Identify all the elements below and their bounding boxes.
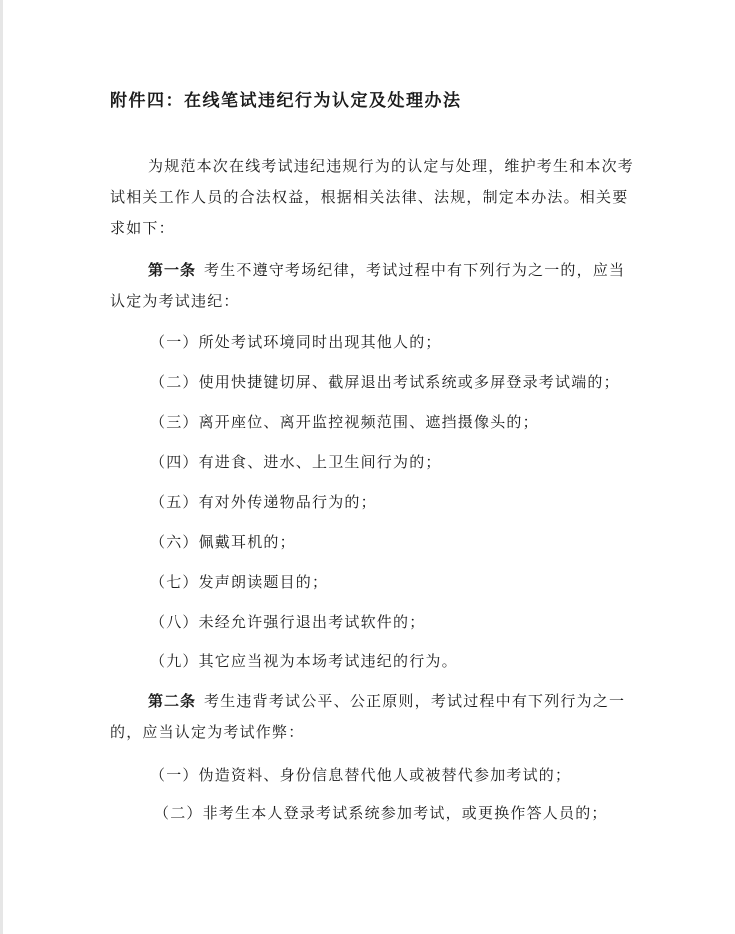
article-1-item-5: （五）有对外传递物品行为的； xyxy=(150,493,377,511)
article-1-item-8: （八）未经允许强行退出考试软件的； xyxy=(150,613,426,631)
article-1-text: 考生不遵守考场纪律，考试过程中有下列行为之一的，应当认定为考试违纪： xyxy=(110,261,626,310)
article-1-item-7: （七）发声朗读题目的； xyxy=(150,573,329,591)
article-2-heading: 第二条 xyxy=(148,692,197,710)
article-2-text: 考生违背考试公平、公正原则，考试过程中有下列行为之一的，应当认定为考试作弊： xyxy=(110,692,626,741)
intro-paragraph: 为规范本次在线考试违纪违规行为的认定与处理，维护考生和本次考试相关工作人员的合法权益，根据相关法律、法规，制定本办法。相关要求如下： xyxy=(110,157,635,237)
article-2-item-2: （二）非考生本人登录考试系统参加考试，或更换作答人员的； xyxy=(154,804,608,822)
article-1-item-9: （九）其它应当视为本场考试违纪的行为。 xyxy=(150,652,458,670)
document-title: 附件四：在线笔试违纪行为认定及处理办法 xyxy=(110,91,462,111)
article-1-item-1: （一）所处考试环境同时出现其他人的； xyxy=(150,333,442,351)
article-1-heading: 第一条 xyxy=(148,261,197,279)
article-1-paragraph xyxy=(110,255,640,317)
article-2-paragraph xyxy=(110,686,640,748)
article-1-item-2: （二）使用快捷键切屏、截屏退出考试系统或多屏登录考试端的； xyxy=(150,373,620,391)
article-1-item-3: （三）离开座位、离开监控视频范围、遮挡摄像头的； xyxy=(150,413,539,431)
article-2-item-1: （一）伪造资料、身份信息替代他人或被替代参加考试的； xyxy=(150,766,572,784)
article-1-item-4: （四）有进食、进水、上卫生间行为的； xyxy=(150,453,442,471)
article-1-item-6: （六）佩戴耳机的； xyxy=(150,533,296,551)
